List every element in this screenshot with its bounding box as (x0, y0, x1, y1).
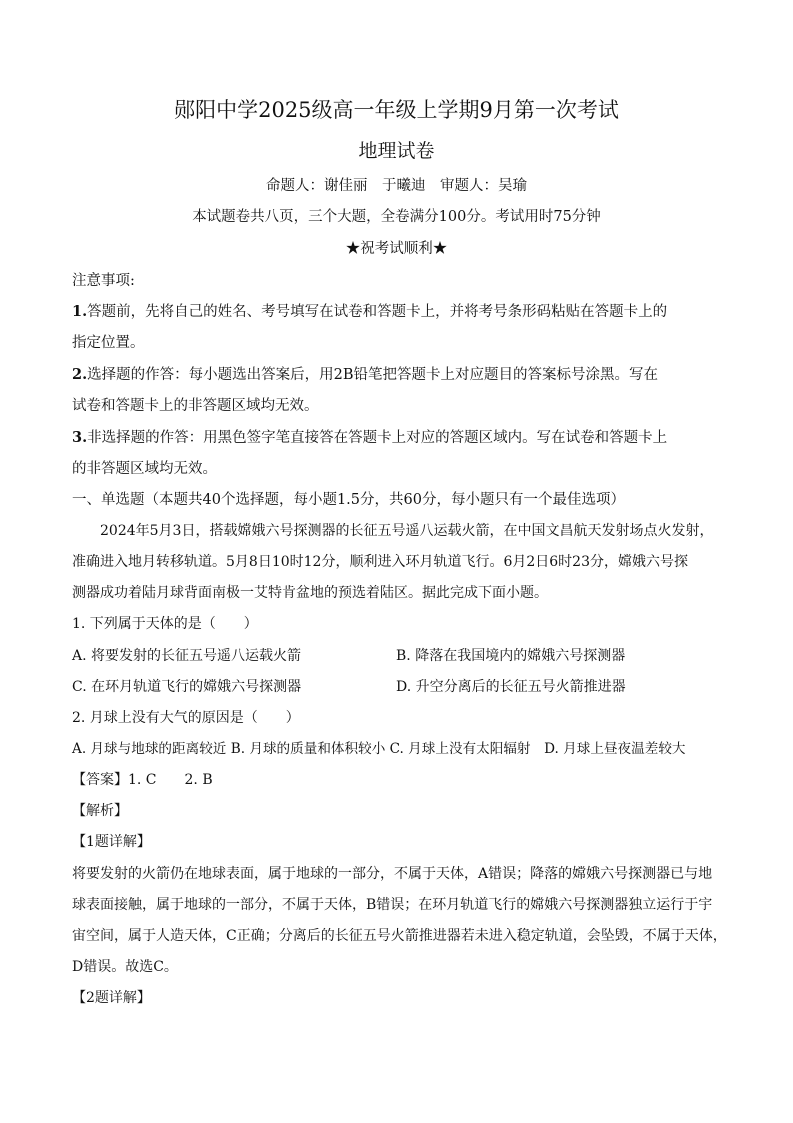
detail-2-heading: 【2题详解】 (72, 990, 151, 1006)
question-1-option-b: B. 降落在我国境内的嫦娥六号探测器 (396, 648, 626, 664)
note-3-line-1 (72, 428, 667, 448)
question-1-option-a: A. 将要发射的长征五号遥八运载火箭 (72, 648, 302, 664)
notes-heading: 注意事项: (72, 273, 135, 289)
answer-label: 【答案】 (72, 772, 128, 788)
detail-1-heading: 【1题详解】 (72, 834, 151, 850)
question-1-option-d: D. 升空分离后的长征五号火箭推进器 (396, 679, 626, 695)
question-1-option-c: C. 在环月轨道飞行的嫦娥六号探测器 (72, 679, 302, 695)
note-1-line-1 (72, 302, 667, 322)
detail-1-line-3: 宙空间，属于人造天体，C正确；分离后的长征五号火箭推进器若未进入稳定轨道，会坠毁，不属于天体， (72, 928, 727, 944)
passage-line-1: 2024年5月3日，搭载嫦娥六号探测器的长征五号遥八运载火箭，在中国文昌航天发射场点火发射， (100, 523, 714, 539)
note-2-line-1 (72, 365, 658, 385)
note-3-number: 3. (72, 429, 88, 446)
detail-1-line-2: 球表面接触，属于地球的一部分，不属于天体，B错误；在环月轨道飞行的嫦娥六号探测器独立运行于宇 (72, 897, 713, 913)
section-1-heading: 一、单选题（本题共40个选择题，每小题1.5分，共60分，每小题只有一个最佳选项） (72, 492, 625, 508)
note-2-line-2: 试卷和答题卡上的非答题区域均无效。 (72, 398, 319, 414)
passage-line-3: 测器成功着陆月球背面南极一艾特肯盆地的预选着陆区。据此完成下面小题。 (72, 585, 548, 601)
note-1-text: 答题前，先将自己的姓名、考号填写在试卷和答题卡上，并将考号条形码粘贴在答题卡上的 (87, 304, 668, 320)
subject-title: 地理试卷 (358, 140, 435, 162)
note-1-line-2: 指定位置。 (72, 335, 145, 351)
passage-line-2: 准确进入地月转移轨道。5月8日10时12分，顺利进入环月轨道飞行。6月2日6时23分，嫦娥六号探 (72, 554, 688, 570)
note-3-text: 非选择题的作答：用黑色签字笔直接答在答题卡上对应的答题区域内。写在试卷和答题卡上 (87, 430, 668, 446)
exam-title: 郧阳中学2025级高一年级上学期9月第一次考试 (174, 98, 619, 122)
good-luck-line: ★祝考试顺利★ (345, 241, 448, 257)
author-line: 命题人：谢佳丽 于曦迪 审题人：吴瑜 (266, 178, 527, 194)
question-2-options: A. 月球与地球的距离较近 B. 月球的质量和体积较小 C. 月球上没有太阳辐射 D. 月球上昼夜温差较大 (72, 741, 686, 757)
answer-line (72, 770, 213, 790)
note-1-number: 1. (72, 303, 88, 320)
answer-values: 1. C 2. B (128, 772, 213, 788)
note-3-line-2: 的非答题区域均无效。 (72, 461, 217, 477)
exam-info-line: 本试题卷共八页，三个大题，全卷满分100分。考试用时75分钟 (192, 209, 601, 225)
analysis-label: 【解析】 (72, 803, 128, 819)
detail-1-line-1: 将要发射的火箭仍在地球表面，属于地球的一部分，不属于天体，A错误；降落的嫦娥六号探测器已与地 (72, 866, 713, 882)
note-2-text: 选择题的作答：每小题选出答案后，用2B铅笔把答题卡上对应题目的答案标号涂黑。写在 (87, 367, 659, 383)
note-2-number: 2. (72, 366, 88, 383)
question-1-stem: 1. 下列属于天体的是（ ） (72, 616, 258, 632)
question-2-stem: 2. 月球上没有大气的原因是（ ） (72, 710, 300, 726)
detail-1-line-4: D错误。故选C。 (72, 959, 178, 975)
